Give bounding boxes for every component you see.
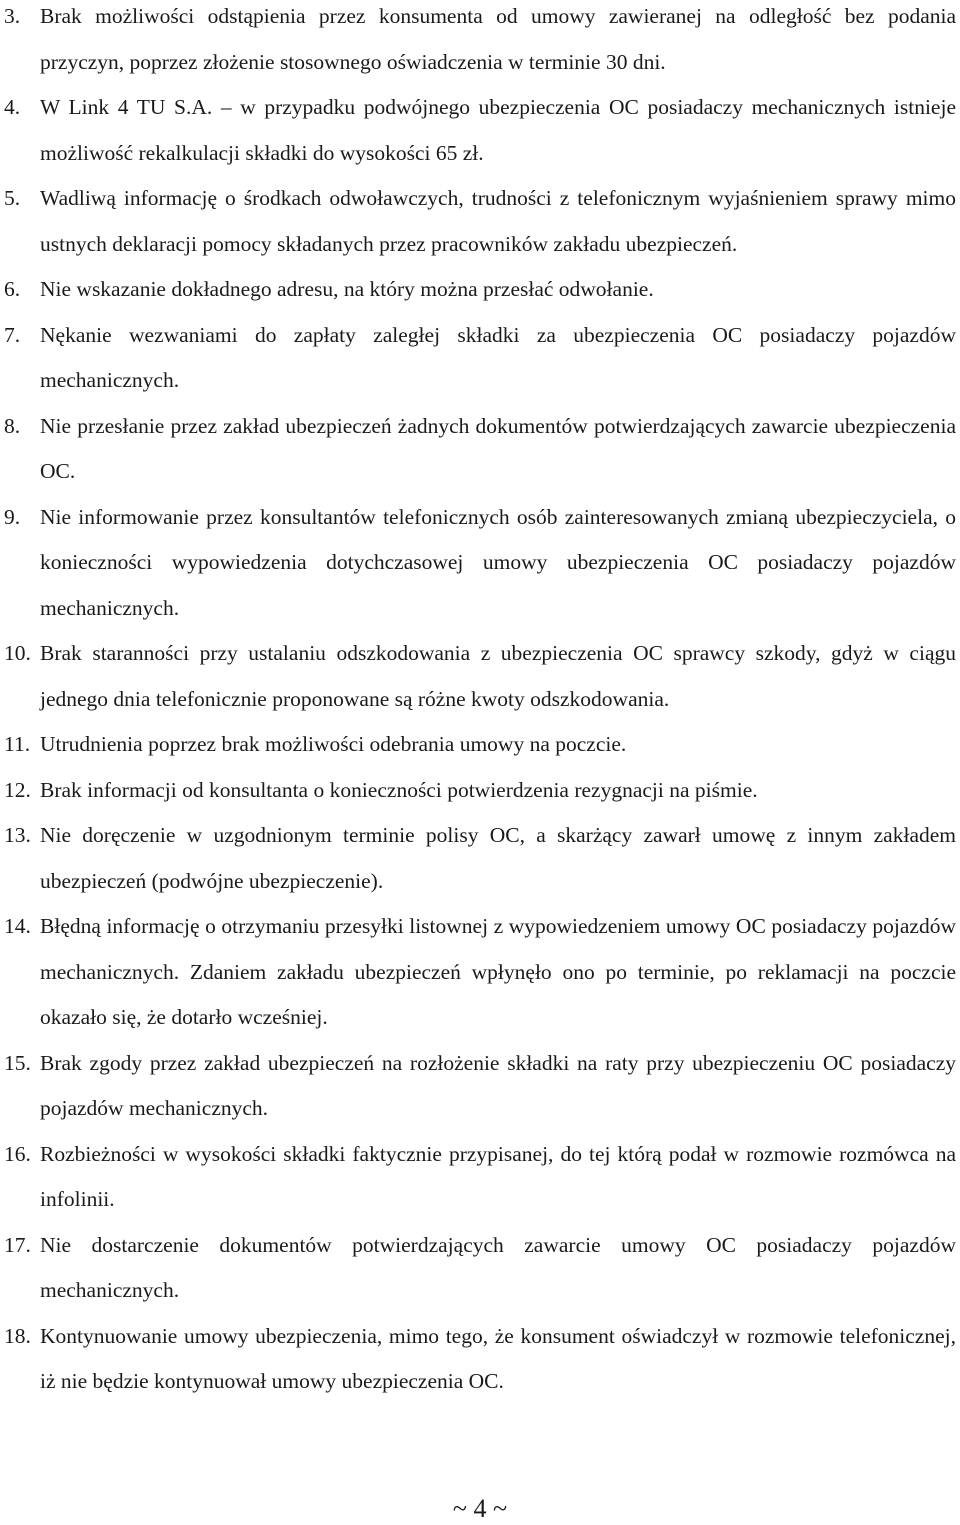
list-item <box>0 495 956 632</box>
item-number: 15. <box>4 1050 31 1075</box>
item-text: Brak zgody przez zakład ubezpieczeń na rozłożenie składki na raty przy ubezpieczeniu OC posiadaczy pojazdów mechanicznych. <box>40 1050 956 1120</box>
item-text: Wadliwą informację o środkach odwoławczych, trudności z telefonicznym wyjaśnieniem sprawy mimo ustnych deklaracji pomocy składanych przez pracowników zakładu ubezpieczeń. <box>40 186 956 256</box>
list-item <box>0 267 956 313</box>
item-number: 5. <box>4 186 21 210</box>
item-number: 7. <box>4 322 21 347</box>
item-text: Rozbieżności w wysokości składki faktycznie przypisanej, do tej którą podał w rozmowie rozmówca na infolinii. <box>40 1141 956 1211</box>
item-number: 16. <box>4 1141 31 1166</box>
list-item <box>0 813 956 904</box>
list-item <box>0 85 956 176</box>
item-text: Nie dostarczenie dokumentów potwierdzających zawarcie umowy OC posiadaczy pojazdów mechanicznych. <box>40 1232 956 1302</box>
item-text: Nie informowanie przez konsultantów telefonicznych osób zainteresowanych zmianą ubezpieczyciela, o konieczności wypowiedzenia dotychczasowej umowy ubezpieczenia OC posiadaczy pojazdów mechanicznych. <box>40 504 956 620</box>
page-number: ~ 4 ~ <box>452 1494 508 1523</box>
item-text: Brak staranności przy ustalaniu odszkodowania z ubezpieczenia OC sprawcy szkody, gdyż w ciągu jednego dnia telefonicznie proponowane są różne kwoty odszkodowania. <box>40 641 956 711</box>
list-item <box>0 1314 956 1405</box>
list-item <box>0 904 956 1041</box>
item-text: Kontynuowanie umowy ubezpieczenia, mimo tego, że konsument oświadczył w rozmowie telefonicznej, iż nie będzie kontynuował umowy ubezpieczenia OC. <box>40 1323 956 1393</box>
item-text: Brak informacji od konsultanta o konieczności potwierdzenia rezygnacji na piśmie. <box>40 777 758 802</box>
item-text: Nie wskazanie dokładnego adresu, na który można przesłać odwołanie. <box>40 277 654 301</box>
item-number: 18. <box>4 1323 31 1348</box>
list-item <box>0 768 956 814</box>
item-text: Nie doręczenie w uzgodnionym terminie polisy OC, a skarżący zawarł umowę z innym zakładem ubezpieczeń (podwójne ubezpieczenie). <box>40 823 956 893</box>
list-item <box>0 404 956 495</box>
item-text: Błędną informację o otrzymaniu przesyłki listownej z wypowiedzeniem umowy OC posiadaczy pojazdów mechanicznych. Zdaniem zakładu ubezpieczeń wpłynęło ono po terminie, po reklamacji na poczcie okazało się, że dotarło wcześniej. <box>40 914 956 1029</box>
list-item <box>0 722 956 768</box>
list-item <box>0 1132 956 1223</box>
item-number: 3. <box>4 4 21 28</box>
item-number: 10. <box>4 641 31 665</box>
item-number: 12. <box>4 777 31 802</box>
item-number: 9. <box>4 504 21 529</box>
list-item <box>0 176 956 267</box>
item-text: Nękanie wezwaniami do zapłaty zaległej składki za ubezpieczenia OC posiadaczy pojazdów mechanicznych. <box>40 322 956 392</box>
list-item <box>0 631 956 722</box>
item-text: Utrudnienia poprzez brak możliwości odebrania umowy na poczcie. <box>40 732 627 756</box>
list-item <box>0 1041 956 1132</box>
list-item <box>0 1223 956 1314</box>
item-number: 17. <box>4 1232 31 1257</box>
item-number: 13. <box>4 823 31 847</box>
item-number: 6. <box>4 277 21 301</box>
list-item <box>0 313 956 404</box>
item-text: Brak możliwości odstąpienia przez konsumenta od umowy zawieranej na odległość bez podania przyczyn, poprzez złożenie stosownego oświadczenia w terminie 30 dni. <box>40 4 956 74</box>
item-text: W Link 4 TU S.A. – w przypadku podwójnego ubezpieczenia OC posiadaczy mechanicznych istnieje możliwość rekalkulacji składki do wysokości 65 zł. <box>40 95 956 165</box>
item-number: 8. <box>4 413 21 438</box>
item-text: Nie przesłanie przez zakład ubezpieczeń żadnych dokumentów potwierdzających zawarcie ubezpieczenia OC. <box>40 413 956 483</box>
item-number: 11. <box>4 732 31 756</box>
item-number: 4. <box>4 95 21 119</box>
list-item <box>0 0 956 85</box>
item-number: 14. <box>4 914 31 938</box>
